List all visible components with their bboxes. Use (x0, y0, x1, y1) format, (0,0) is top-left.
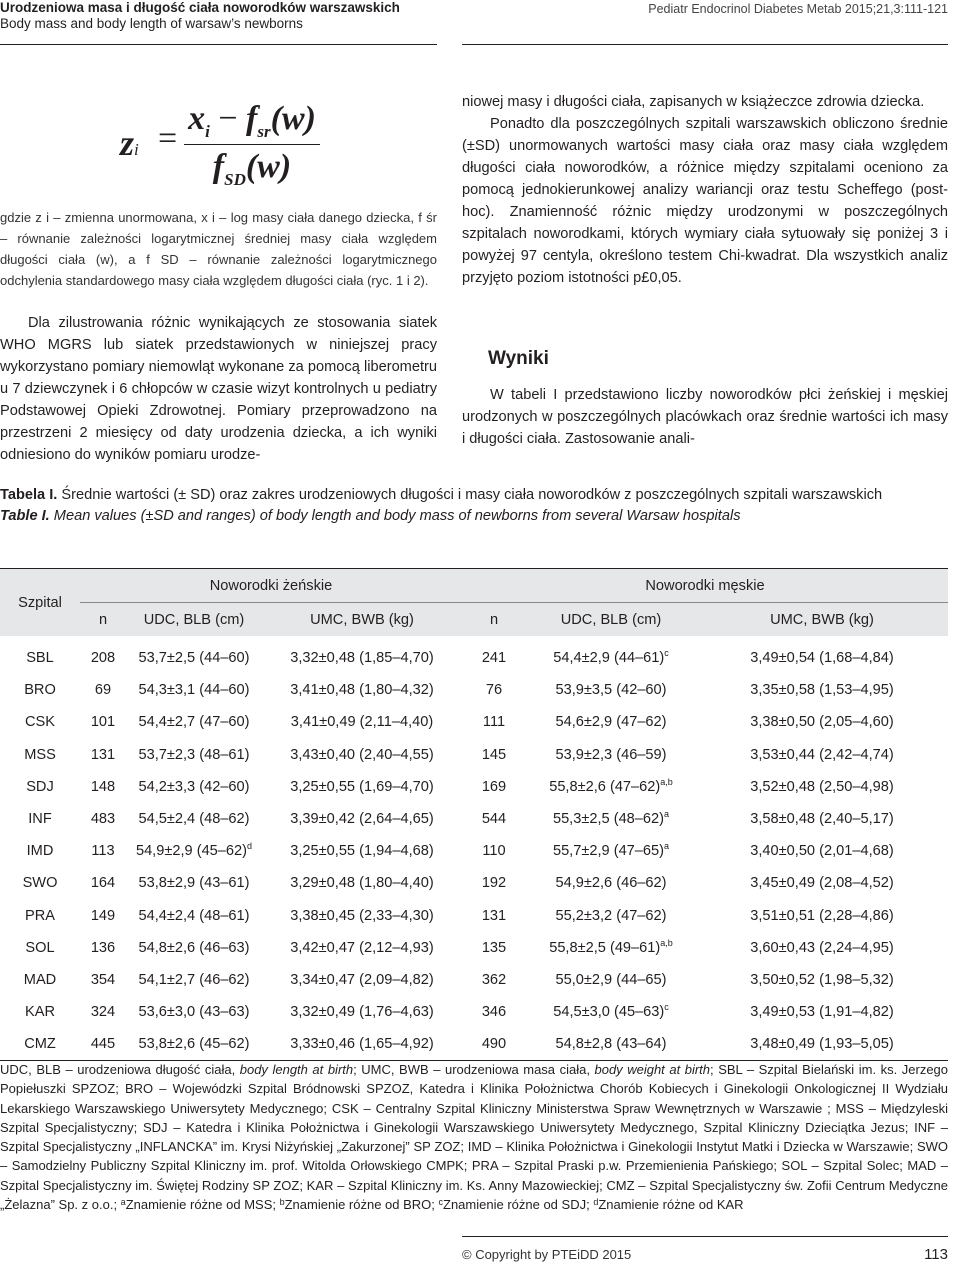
cell-m-mass-value: 3,48±0,49 (1,93–5,05) (750, 1036, 894, 1053)
note-part: Znamienie różne od KAR (598, 1197, 744, 1213)
cell-f-n-value: 164 (90, 875, 116, 892)
cell-m-length-value: 55,0±2,9 (44–65) (555, 971, 667, 988)
table-row (0, 900, 948, 932)
cell-m-mass-value: 3,49±0,53 (1,91–4,82) (750, 1004, 894, 1021)
cell-f-length (126, 835, 262, 867)
cell-m-mass (696, 739, 948, 771)
cell-m-n-value: 169 (481, 778, 507, 795)
cell-hospital-value: SDJ (26, 778, 54, 795)
cell-f-n (80, 771, 126, 803)
cell-m-length-value: 54,4±2,9 (44–61) (553, 650, 665, 667)
cell-f-n (80, 636, 126, 674)
cell-f-mass-value: 3,29±0,48 (1,80–4,40) (290, 875, 434, 892)
cell-m-mass (696, 835, 948, 867)
cell-m-n (462, 739, 526, 771)
left-column-body (0, 312, 437, 466)
cell-m-n (462, 706, 526, 738)
cell-m-n-value: 135 (481, 939, 507, 956)
header-f-length: UDC, BLB (cm) (126, 603, 262, 637)
cell-f-n (80, 996, 126, 1028)
cell-f-length-value: 53,8±2,9 (43–61) (138, 875, 250, 892)
fraction-bar (184, 144, 320, 145)
table-row (0, 996, 948, 1028)
formula-f-sub: sr (257, 121, 271, 141)
caption-pl-text: Średnie wartości (± SD) oraz zakres urodzeniowych długości i masy ciała noworodków z poszczególnych szpitali warszawskich (57, 487, 883, 503)
cell-f-n-value: 208 (90, 650, 116, 667)
header-m-mass: UMC, BWB (kg) (696, 603, 948, 637)
cell-f-n (80, 739, 126, 771)
cell-f-length (126, 900, 262, 932)
table-row (0, 706, 948, 738)
formula-minus: − (209, 100, 247, 137)
cell-m-mass (696, 867, 948, 899)
significance-mark: a,b (660, 937, 673, 948)
note-part: ; UMC, BWB – urodzeniowa masa ciała, (353, 1062, 595, 1077)
cell-hospital-value: CMZ (24, 1036, 56, 1053)
cell-f-length-value: 54,3±3,1 (44–60) (138, 682, 250, 699)
table-subheader-row (0, 603, 948, 637)
significance-mark: a,b (660, 776, 673, 787)
cell-hospital (0, 771, 80, 803)
cell-m-n (462, 835, 526, 867)
cell-m-mass-value: 3,45±0,49 (2,08–4,52) (750, 875, 894, 892)
significance-mark: a (664, 841, 670, 852)
cell-m-mass (696, 636, 948, 674)
header-title-pl: Urodzeniowa masa i długość ciała noworodków warszawskich (0, 0, 400, 15)
table-row (0, 867, 948, 899)
cell-m-n (462, 636, 526, 674)
cell-m-n-value: 192 (481, 875, 507, 892)
formula-lhs (120, 122, 139, 164)
cell-m-length-value: 55,8±2,5 (49–61) (549, 939, 661, 956)
cell-m-length (526, 1028, 696, 1061)
cell-f-length-value: 53,8±2,6 (45–62) (138, 1036, 250, 1053)
cell-m-mass-value: 3,60±0,43 (2,24–4,95) (750, 939, 894, 956)
z-score-formula (120, 100, 320, 190)
cell-m-mass (696, 706, 948, 738)
note-part: Znamienie różne od MSS; (125, 1197, 280, 1213)
formula-num-arg: (w) (270, 100, 316, 137)
journal-citation: Pediatr Endocrinol Diabetes Metab 2015;21,3:111-121 (648, 2, 948, 16)
cell-m-n (462, 803, 526, 835)
cell-f-mass (262, 900, 462, 932)
cell-f-n (80, 964, 126, 996)
table-row (0, 964, 948, 996)
cell-f-n (80, 867, 126, 899)
cell-m-mass-value: 3,49±0,54 (1,68–4,84) (750, 650, 894, 667)
cell-m-length (526, 835, 696, 867)
cell-m-mass-value: 3,58±0,48 (2,40–5,17) (750, 811, 894, 828)
cell-m-length (526, 932, 696, 964)
cell-f-length-value: 54,9±2,9 (45–62) (135, 843, 248, 860)
cell-f-mass-value: 3,34±0,47 (2,09–4,82) (290, 971, 434, 988)
cell-f-n-value: 149 (90, 907, 116, 924)
cell-m-n (462, 932, 526, 964)
cell-f-length (126, 771, 262, 803)
cell-f-mass (262, 867, 462, 899)
cell-f-mass-value: 3,33±0,46 (1,65–4,92) (290, 1036, 434, 1053)
running-header (0, 0, 400, 32)
cell-f-n-value: 354 (90, 971, 116, 988)
cell-m-mass (696, 674, 948, 706)
cell-hospital-value: SBL (26, 650, 54, 667)
header-f-mass: UMC, BWB (kg) (262, 603, 462, 637)
cell-hospital (0, 636, 80, 674)
cell-m-length-value: 55,8±2,6 (47–62) (549, 778, 661, 795)
cell-f-length (126, 932, 262, 964)
cell-f-length (126, 996, 262, 1028)
header-rule-right (462, 44, 948, 45)
formula-numerator (182, 100, 322, 142)
cell-hospital-value: INF (28, 811, 52, 828)
note-sup: a (120, 1197, 126, 1208)
cell-f-length (126, 739, 262, 771)
table-row (0, 636, 948, 674)
significance-mark: a (664, 809, 670, 820)
cell-f-n-value: 483 (90, 811, 116, 828)
note-part: Znamienie różne od BRO; (284, 1197, 439, 1213)
copyright: © Copyright by PTEiDD 2015 (462, 1247, 632, 1262)
table-row (0, 1028, 948, 1061)
cell-f-mass (262, 932, 462, 964)
caption-pl (0, 485, 948, 506)
cell-m-mass (696, 964, 948, 996)
cell-f-length-value: 54,1±2,7 (46–62) (138, 971, 250, 988)
cell-m-n (462, 996, 526, 1028)
table-header-row (0, 569, 948, 603)
cell-m-mass (696, 771, 948, 803)
cell-f-length (126, 964, 262, 996)
caption-pl-label: Tabela I. (0, 487, 58, 503)
continued-paragraph: niowej masy i długości ciała, zapisanych w książeczce zdrowia dziecka. (462, 94, 925, 110)
cell-m-mass-value: 3,35±0,58 (1,53–4,95) (750, 682, 894, 699)
formula-denominator (182, 148, 322, 190)
cell-f-n-value: 148 (90, 778, 116, 795)
results-column (462, 384, 948, 450)
cell-f-mass (262, 636, 462, 674)
cell-f-mass (262, 803, 462, 835)
cell-f-length-value: 53,7±2,3 (48–61) (138, 746, 250, 763)
formula-den-f: f (212, 148, 225, 185)
cell-hospital (0, 900, 80, 932)
cell-f-mass-value: 3,32±0,49 (1,76–4,63) (290, 1004, 434, 1021)
cell-f-length (126, 674, 262, 706)
cell-m-n (462, 674, 526, 706)
cell-m-mass-value: 3,50±0,52 (1,98–5,32) (750, 971, 894, 988)
cell-m-length-value: 55,2±3,2 (47–62) (555, 907, 667, 924)
cell-m-length-value: 54,6±2,9 (47–62) (555, 714, 667, 731)
right-column-body (462, 91, 948, 289)
table-row (0, 674, 948, 706)
cell-f-n (80, 932, 126, 964)
table-footnotes (0, 1060, 948, 1214)
cell-f-mass-value: 3,25±0,55 (1,69–4,70) (290, 778, 434, 795)
cell-m-length (526, 964, 696, 996)
cell-hospital (0, 803, 80, 835)
header-m-length: UDC, BLB (cm) (526, 603, 696, 637)
cell-hospital (0, 1028, 80, 1061)
cell-m-length (526, 674, 696, 706)
header-title-en: Body mass and body length of warsaw’s newborns (0, 16, 303, 31)
cell-f-n-value: 113 (91, 843, 115, 860)
cell-m-length-value: 53,9±3,5 (42–60) (555, 682, 667, 699)
cell-f-mass (262, 996, 462, 1028)
cell-m-length (526, 706, 696, 738)
caption-en (0, 506, 948, 527)
cell-hospital-value: MAD (23, 971, 57, 988)
cell-hospital (0, 835, 80, 867)
cell-f-n (80, 835, 126, 867)
cell-f-length (126, 803, 262, 835)
cell-f-n-value: 324 (90, 1004, 116, 1021)
cell-f-mass-value: 3,38±0,45 (2,33–4,30) (290, 907, 434, 924)
cell-m-length (526, 803, 696, 835)
cell-f-mass (262, 739, 462, 771)
cell-m-length-value: 55,3±2,5 (48–62) (552, 811, 665, 828)
note-sup: c (438, 1197, 444, 1208)
cell-m-mass (696, 900, 948, 932)
cell-hospital-value: IMD (26, 843, 54, 860)
page-number: 113 (924, 1246, 948, 1263)
cell-m-length-value: 54,5±3,0 (45–63) (553, 1004, 665, 1021)
cell-f-n-value: 131 (90, 746, 116, 763)
cell-f-mass-value: 3,41±0,48 (1,80–4,32) (290, 682, 434, 699)
formula-x: x (188, 100, 206, 137)
cell-m-n (462, 1028, 526, 1061)
cell-hospital (0, 739, 80, 771)
cell-f-length (126, 636, 262, 674)
cell-m-n-value: 490 (481, 1036, 507, 1053)
cell-m-n-value: 76 (485, 682, 503, 699)
cell-m-length (526, 996, 696, 1028)
cell-m-length-value: 53,9±2,3 (46–59) (555, 746, 667, 763)
cell-f-mass (262, 674, 462, 706)
cell-m-n-value: 544 (481, 811, 507, 828)
cell-m-n-value: 362 (481, 971, 507, 988)
note-part: Znamienie różne od SDJ; (443, 1197, 594, 1213)
cell-f-mass-value: 3,43±0,40 (2,40–4,55) (290, 746, 434, 763)
note-italic: body length at birth (239, 1062, 354, 1077)
cell-hospital-value: SOL (25, 939, 55, 956)
note-sup: b (279, 1197, 285, 1208)
cell-m-mass-value: 3,52±0,48 (2,50–4,98) (750, 778, 894, 795)
cell-f-length-value: 54,2±3,3 (42–60) (138, 778, 250, 795)
cell-hospital-value: SWO (22, 875, 58, 892)
cell-f-mass-value: 3,41±0,49 (2,11–4,40) (290, 714, 434, 731)
cell-f-n-value: 69 (94, 682, 112, 699)
newborn-table (0, 568, 948, 1061)
significance-mark: c (664, 1002, 669, 1013)
table-row (0, 771, 948, 803)
cell-m-mass (696, 932, 948, 964)
cell-f-length (126, 1028, 262, 1061)
cell-hospital (0, 932, 80, 964)
note-part: UDC, BLB – urodzeniowa długość ciała, (0, 1062, 240, 1077)
footer-rule (462, 1236, 948, 1237)
table-row (0, 803, 948, 835)
cell-f-mass-value: 3,32±0,48 (1,85–4,70) (290, 650, 434, 667)
results-paragraph: W tabeli I przedstawiono liczby noworodków płci żeńskiej i męskiej urodzonych w poszczególnych placówkach oraz średnie wartości ich masy i długości ciała. Zastosowanie anali- (462, 387, 948, 447)
cell-m-n-value: 131 (481, 907, 507, 924)
formula-f: f (246, 100, 258, 137)
cell-f-n-value: 101 (90, 714, 116, 731)
cell-hospital-value: KAR (24, 1004, 55, 1021)
cell-m-n (462, 867, 526, 899)
cell-m-length-value: 54,9±2,6 (46–62) (555, 875, 667, 892)
caption-en-text: Mean values (±SD and ranges) of body length and body mass of newborns from several Warsaw hospitals (49, 508, 741, 524)
formula-den-arg: (w) (245, 148, 292, 185)
cell-m-n (462, 771, 526, 803)
cell-m-length (526, 636, 696, 674)
cell-m-length-value: 54,8±2,8 (43–64) (555, 1036, 667, 1053)
note-part: ; SBL – Szpital Bielański im. ks. Jerzego Popiełuszki SPZOZ; BRO – Wojewódzki Szpital Bródnowski SPZOZ, Katedra i Klinika Położnictwa Chorób Kobiecych i Ginekologii Onkologicznej II Wydziału Lekarskiego Warszawskiego Uniwersytety Medycznego; CSK – Centralny Szpital Kliniczny Ministerstwa Spraw Wewnętrznych w Warszawie ; MSS – Międzyleski Szpital Specjalistyczny; SDJ – Katedra i Klinika Położnictwa i Ginekologii Warszawskiego Uniwersytety Medycznego, Szpital Kliniczny Dzieciątka Jezus; INF – Szpital Specjalistyczny „INFLANCKA” im. Krysi Niżyńskiej „Zakurzonej” SP ZOZ; IMD – Klinika Położnictwa i Ginekologii Instytut Matki i Dziecka w Warszawie; SWO – Samodzielny Publiczny Szpital Kliniczny im. prof. Witolda Orłowskiego CMPK; PRA – Szpital Praski p.w. Przemienienia Pańskiego; SOL – Szpital Solec; MAD – Szpital Specjalistyczny im. Świętej Rodziny SP ZOZ; KAR – Szpital Kliniczny im. Ks. Anny Mazowieckiej; CMZ – Szpital Specjalistyczny św. Zofii Centrum Medyczne „Żelazna” Sp. z o.o.; (0, 1062, 949, 1213)
cell-m-n (462, 900, 526, 932)
cell-f-n-value: 136 (90, 939, 116, 956)
formula-equals: = (158, 120, 178, 157)
cell-f-length (126, 706, 262, 738)
cell-f-n (80, 1028, 126, 1061)
table-row (0, 932, 948, 964)
cell-m-length (526, 739, 696, 771)
cell-m-n (462, 964, 526, 996)
definitions-text: gdzie z i – zmienna unormowana, x i – log masy ciała danego dziecka, f śr – równanie zależności logarytmicznej średniej masy ciała względem długości ciała (w), a f SD – równanie zależności logarytmicznego odchylenia standardowego masy ciała względem długości ciała (ryc. 1 i 2). (0, 210, 437, 288)
cell-m-mass-value: 3,51±0,51 (2,28–4,86) (750, 907, 894, 924)
table-caption (0, 485, 948, 527)
cell-hospital (0, 706, 80, 738)
table-row (0, 739, 948, 771)
methods-paragraph: Dla zilustrowania różnic wynikających ze stosowania siatek WHO MGRS lub siatek przedstawionych w niniejszej pracy wykorzystano pomiary niemowląt wykonane za pomocą liberometru u 7 dziewczynek i 6 chłopców w czasie wizyt kontrolnych u pediatry Podstawowej Opieki Zdrowotnej. Pomiary przeprowadzono na przestrzeni 2 miesięcy od daty urodzenia dziecka, a ich wyniki odniesiono do wyników pomiaru urodze- (0, 315, 437, 463)
cell-f-length-value: 54,4±2,7 (47–60) (138, 714, 250, 731)
cell-f-mass (262, 1028, 462, 1061)
cell-f-length-value: 54,8±2,6 (46–63) (138, 939, 250, 956)
cell-f-length-value: 53,6±3,0 (43–63) (138, 1004, 250, 1021)
cell-hospital-value: CSK (24, 714, 55, 731)
note-sup: d (593, 1197, 599, 1208)
caption-en-label: Table I. (0, 508, 50, 524)
cell-m-n-value: 111 (482, 714, 506, 731)
cell-hospital (0, 674, 80, 706)
formula-z: z (120, 123, 135, 163)
cell-f-mass (262, 771, 462, 803)
cell-hospital-value: MSS (24, 746, 56, 763)
cell-m-mass-value: 3,53±0,44 (2,42–4,74) (750, 746, 894, 763)
formula-den-sub: SD (224, 169, 246, 189)
cell-f-mass (262, 706, 462, 738)
header-m-n: n (462, 603, 526, 637)
header-rule-left (0, 44, 437, 45)
cell-m-length-value: 55,7±2,9 (47–65) (552, 843, 665, 860)
cell-hospital (0, 867, 80, 899)
cell-m-mass (696, 996, 948, 1028)
cell-m-length (526, 771, 696, 803)
table-row (0, 835, 948, 867)
cell-m-mass-value: 3,38±0,50 (2,05–4,60) (750, 714, 894, 731)
section-heading-results: Wyniki (488, 348, 549, 369)
cell-f-mass-value: 3,42±0,47 (2,12–4,93) (290, 939, 434, 956)
significance-mark: c (664, 648, 669, 659)
cell-m-n-value: 145 (481, 746, 507, 763)
cell-f-n (80, 674, 126, 706)
cell-f-mass (262, 835, 462, 867)
cell-f-mass-value: 3,39±0,42 (2,64–4,65) (290, 811, 434, 828)
note-italic: body weight at birth (594, 1062, 711, 1077)
cell-m-n-value: 241 (481, 650, 507, 667)
cell-hospital (0, 996, 80, 1028)
cell-m-mass (696, 803, 948, 835)
formula-x-sub: i (205, 121, 210, 141)
cell-m-n-value: 110 (482, 843, 506, 860)
cell-f-length-value: 53,7±2,5 (44–60) (138, 650, 250, 667)
cell-f-length-value: 54,4±2,4 (48–61) (138, 907, 250, 924)
cell-hospital-value: PRA (24, 907, 55, 924)
formula-z-sub: i (134, 140, 139, 159)
cell-f-n (80, 900, 126, 932)
cell-f-mass (262, 964, 462, 996)
cell-hospital (0, 964, 80, 996)
cell-m-length (526, 867, 696, 899)
formula-definitions (0, 207, 437, 291)
header-szpital: Szpital (0, 569, 80, 637)
header-f-n: n (80, 603, 126, 637)
cell-hospital-value: BRO (24, 682, 56, 699)
header-group-female: Noworodki żeńskie (80, 569, 462, 603)
cell-f-length (126, 867, 262, 899)
cell-m-mass (696, 1028, 948, 1061)
cell-f-n (80, 706, 126, 738)
cell-f-mass-value: 3,25±0,55 (1,94–4,68) (290, 843, 434, 860)
cell-f-length-value: 54,5±2,4 (48–62) (138, 811, 250, 828)
cell-f-n-value: 445 (90, 1036, 116, 1053)
stats-paragraph: Ponadto dla poszczególnych szpitali warszawskich obliczono średnie (±SD) unormowanych wartości masy ciała oraz masy ciała względem długości ciała noworodków, a różnice między szpitalami oceniono za pomocą jednokierunkowej analizy wariancji oraz testu Scheffego (post-hoc). Znamienność różnic między urodzonymi w poszczególnych szpitalach noworodkami, których wymiary ciała sytuowały się poniżej 3 i powyżej 97 centyla, określono testem Chi-kwadrat. Dla wszystkich analiz przyjęto poziom istotności p£0,05. (462, 116, 948, 286)
cell-m-n-value: 346 (481, 1004, 507, 1021)
cell-f-n (80, 803, 126, 835)
header-group-male: Noworodki męskie (462, 569, 948, 603)
cell-m-mass-value: 3,40±0,50 (2,01–4,68) (750, 843, 894, 860)
cell-m-length (526, 900, 696, 932)
significance-mark: d (247, 841, 253, 852)
